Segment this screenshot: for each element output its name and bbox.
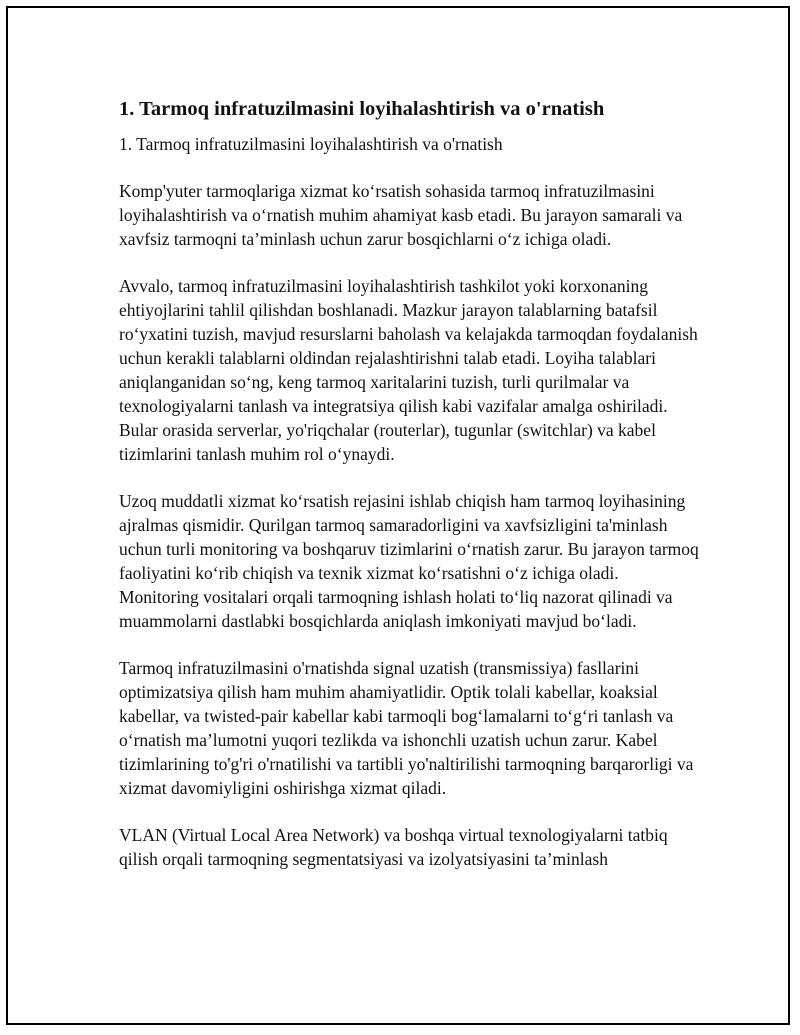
paragraph-intro: Komp'yuter tarmoqlariga xizmat koʻrsatish sohasida tarmoq infratuzilmasini loyihalashtirish va oʻrnatish muhim ahamiyat kasb etadi. Bu jarayon samarali va xavfsiz tarmoqni taʼminlash uchun zarur bosqichlarni oʻz ichiga oladi. — [119, 181, 683, 249]
document-page — [6, 6, 790, 1025]
paragraph-cabling: Tarmoq infratuzilmasini o'rnatishda signal uzatish (transmissiya) fasllarini optimizatsiya qilish ham muhim ahamiyatlidir. Optik tolali kabellar, koaksial kabellar, va twisted-pair kabellar kabi tarmoqli bogʻlamalarni toʻgʻri tanlash va oʻrnatish maʼlumotni yuqori tezlikda va ishonchli uzatish uchun zarur. Kabel tizimlarining to'g'ri o'rnatilishi va tartibli yo'naltirilishi tarmoqning barqarorligi va xizmat davomiyligini oshirishga xizmat qiladi. — [119, 658, 694, 798]
document-body — [119, 96, 699, 894]
paragraph-vlan: VLAN (Virtual Local Area Network) va boshqa virtual texnologiyalarni tatbiq qilish orqali tarmoqning segmentatsiyasi va izolyatsiyasini taʼminlash — [119, 825, 668, 869]
paragraph-design: Avvalo, tarmoq infratuzilmasini loyihalashtirish tashkilot yoki korxonaning ehtiyojlarini tahlil qilishdan boshlanadi. Mazkur jarayon talablarning batafsil roʻyxatini tuzish, mavjud resurslarni baholash va kelajakda tarmoqdan foydalanish uchun kerakli talablarni oldindan rejalashtirishni talab etadi. Loyiha talablari aniqlanganidan soʻng, keng tarmoq xaritalarini tuzish, turli qurilmalar va texnologiyalarni tanlash va integratsiya qilish kabi vazifalar amalga oshiriladi. Bular orasida serverlar, yo'riqchalar (routerlar), tugunlar (switchlar) va kabel tizimlarini tanlash muhim rol oʻynaydi. — [119, 276, 698, 464]
paragraph-maintenance: Uzoq muddatli xizmat koʻrsatish rejasini ishlab chiqish ham tarmoq loyihasining ajralmas qismidir. Qurilgan tarmoq samaradorligini va xavfsizligini ta'minlash uchun turli monitoring va boshqaruv tizimlarini oʻrnatish zarur. Bu jarayon tarmoq faoliyatini koʻrib chiqish va texnik xizmat koʻrsatishni oʻz ichiga oladi. Monitoring vositalari orqali tarmoqning ishlash holati toʻliq nazorat qilinadi va muammolarni dastlabki bosqichlarda aniqlash imkoniyati mavjud boʻladi. — [119, 491, 699, 631]
section-subheading: 1. Tarmoq infratuzilmasini loyihalashtirish va o'rnatish — [119, 134, 503, 154]
section-heading: 1. Tarmoq infratuzilmasini loyihalashtirish va o'rnatish — [119, 98, 605, 120]
